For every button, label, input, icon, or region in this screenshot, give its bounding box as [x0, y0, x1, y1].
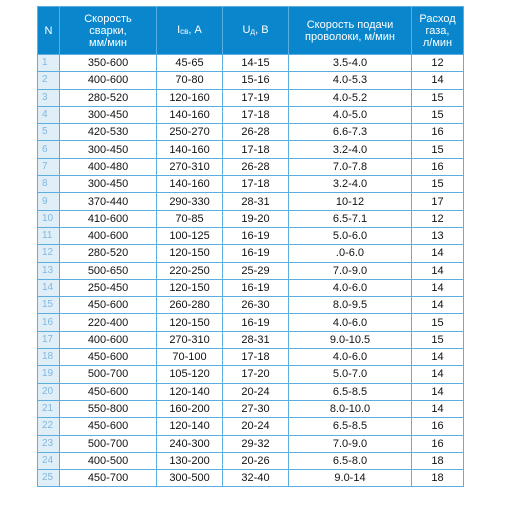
row-number-cell: 5 [38, 124, 60, 141]
table-row [38, 176, 464, 193]
current-cell: 240-300 [157, 435, 223, 452]
gas-cell: 14 [412, 297, 464, 314]
voltage-cell: 16-19 [223, 227, 289, 244]
gas-cell: 14 [412, 400, 464, 417]
current-cell: 100-125 [157, 227, 223, 244]
gas-cell: 15 [412, 89, 464, 106]
speed-cell: 410-600 [60, 210, 157, 227]
header-voltage-unit: , В [255, 23, 269, 36]
row-number-cell: 24 [38, 452, 60, 469]
current-cell: 140-160 [157, 176, 223, 193]
voltage-cell: 20-24 [223, 418, 289, 435]
current-cell: 160-200 [157, 400, 223, 417]
table-row [38, 418, 464, 435]
feed-cell: 7.0-9.0 [289, 262, 412, 279]
table-header-row [38, 7, 464, 55]
voltage-cell: 17-18 [223, 106, 289, 123]
gas-cell: 14 [412, 262, 464, 279]
current-cell: 120-150 [157, 279, 223, 296]
feed-cell: 6.6-7.3 [289, 124, 412, 141]
welding-parameters-table [37, 6, 464, 487]
speed-cell: 370-440 [60, 193, 157, 210]
row-number-cell: 23 [38, 435, 60, 452]
gas-cell: 14 [412, 383, 464, 400]
header-speed-line3: мм/мин [89, 36, 127, 49]
table-row [38, 470, 464, 487]
voltage-cell: 20-24 [223, 383, 289, 400]
welding-parameters-table-container [37, 6, 463, 494]
feed-cell: 3.2-4.0 [289, 141, 412, 158]
table-row [38, 124, 464, 141]
feed-cell: 4.0-6.0 [289, 349, 412, 366]
voltage-cell: 20-26 [223, 452, 289, 469]
header-feed-line1: Скорость подачи [306, 18, 394, 31]
row-number-cell: 3 [38, 89, 60, 106]
voltage-cell: 26-28 [223, 124, 289, 141]
header-voltage-subscript: д [250, 26, 256, 36]
gas-cell: 18 [412, 470, 464, 487]
header-current-subscript: св [180, 26, 189, 36]
gas-cell: 18 [412, 452, 464, 469]
table-row [38, 349, 464, 366]
gas-cell: 15 [412, 314, 464, 331]
feed-cell: 9.0-10.5 [289, 331, 412, 348]
header-current-symbol: I [177, 23, 181, 36]
speed-cell: 220-400 [60, 314, 157, 331]
speed-cell: 500-700 [60, 366, 157, 383]
row-number-cell: 11 [38, 227, 60, 244]
voltage-cell: 17-19 [223, 89, 289, 106]
gas-cell: 16 [412, 158, 464, 175]
speed-cell: 300-450 [60, 141, 157, 158]
gas-cell: 12 [412, 55, 464, 72]
current-cell: 120-160 [157, 89, 223, 106]
table-row [38, 158, 464, 175]
current-cell: 70-80 [157, 72, 223, 89]
row-number-cell: 25 [38, 470, 60, 487]
row-number-cell: 8 [38, 176, 60, 193]
table-row [38, 193, 464, 210]
speed-cell: 350-600 [60, 55, 157, 72]
header-feed-line2: проволоки, м/мин [305, 30, 395, 43]
current-cell: 300-500 [157, 470, 223, 487]
feed-cell: 4.0-5.2 [289, 89, 412, 106]
table-row [38, 331, 464, 348]
feed-cell: 6.5-8.5 [289, 383, 412, 400]
speed-cell: 500-650 [60, 262, 157, 279]
table-row [38, 314, 464, 331]
feed-cell: .0-6.0 [289, 245, 412, 262]
speed-cell: 280-520 [60, 245, 157, 262]
voltage-cell: 32-40 [223, 470, 289, 487]
gas-cell: 14 [412, 72, 464, 89]
speed-cell: 420-530 [60, 124, 157, 141]
current-cell: 120-150 [157, 314, 223, 331]
gas-cell: 14 [412, 349, 464, 366]
feed-cell: 5.0-6.0 [289, 227, 412, 244]
gas-cell: 14 [412, 366, 464, 383]
current-cell: 70-85 [157, 210, 223, 227]
gas-cell: 15 [412, 331, 464, 348]
speed-cell: 450-600 [60, 297, 157, 314]
row-number-cell: 20 [38, 383, 60, 400]
feed-cell: 6.5-7.1 [289, 210, 412, 227]
speed-cell: 400-600 [60, 331, 157, 348]
voltage-cell: 26-30 [223, 297, 289, 314]
voltage-cell: 14-15 [223, 55, 289, 72]
voltage-cell: 15-16 [223, 72, 289, 89]
header-feed [289, 7, 412, 55]
gas-cell: 15 [412, 106, 464, 123]
feed-cell: 8.0-10.0 [289, 400, 412, 417]
row-number-cell: 16 [38, 314, 60, 331]
voltage-cell: 25-29 [223, 262, 289, 279]
row-number-cell: 18 [38, 349, 60, 366]
gas-cell: 14 [412, 279, 464, 296]
gas-cell: 17 [412, 193, 464, 210]
table-row [38, 262, 464, 279]
feed-cell: 9.0-14 [289, 470, 412, 487]
gas-cell: 15 [412, 141, 464, 158]
feed-cell: 4.0-6.0 [289, 314, 412, 331]
gas-cell: 15 [412, 176, 464, 193]
voltage-cell: 16-19 [223, 314, 289, 331]
gas-cell: 16 [412, 418, 464, 435]
speed-cell: 400-600 [60, 72, 157, 89]
header-current-unit: , А [188, 23, 202, 36]
header-gas-line3: л/мин [422, 36, 453, 49]
current-cell: 45-65 [157, 55, 223, 72]
voltage-cell: 28-31 [223, 331, 289, 348]
feed-cell: 5.0-7.0 [289, 366, 412, 383]
header-n-label: N [44, 24, 53, 37]
feed-cell: 6.5-8.5 [289, 418, 412, 435]
speed-cell: 300-450 [60, 106, 157, 123]
row-number-cell: 17 [38, 331, 60, 348]
speed-cell: 280-520 [60, 89, 157, 106]
table-row [38, 452, 464, 469]
voltage-cell: 17-18 [223, 349, 289, 366]
feed-cell: 10-12 [289, 193, 412, 210]
current-cell: 105-120 [157, 366, 223, 383]
header-speed [60, 7, 157, 55]
current-cell: 270-310 [157, 158, 223, 175]
table-row [38, 141, 464, 158]
gas-cell: 16 [412, 124, 464, 141]
speed-cell: 500-700 [60, 435, 157, 452]
feed-cell: 7.0-7.8 [289, 158, 412, 175]
table-row [38, 106, 464, 123]
feed-cell: 8.0-9.5 [289, 297, 412, 314]
row-number-cell: 10 [38, 210, 60, 227]
current-cell: 120-140 [157, 383, 223, 400]
speed-cell: 450-600 [60, 383, 157, 400]
current-cell: 260-280 [157, 297, 223, 314]
current-cell: 120-140 [157, 418, 223, 435]
speed-cell: 400-480 [60, 158, 157, 175]
header-gas-line1: Расход [419, 12, 456, 25]
header-gas-line2: газа, [425, 24, 450, 37]
table-body [38, 55, 464, 487]
header-n [38, 7, 60, 55]
gas-cell: 14 [412, 245, 464, 262]
table-row [38, 72, 464, 89]
table-row [38, 383, 464, 400]
voltage-cell: 19-20 [223, 210, 289, 227]
speed-cell: 400-500 [60, 452, 157, 469]
voltage-cell: 17-18 [223, 141, 289, 158]
header-current [157, 7, 223, 55]
row-number-cell: 12 [38, 245, 60, 262]
gas-cell: 13 [412, 227, 464, 244]
row-number-cell: 6 [38, 141, 60, 158]
voltage-cell: 16-19 [223, 245, 289, 262]
table-row [38, 227, 464, 244]
gas-cell: 16 [412, 435, 464, 452]
current-cell: 120-150 [157, 245, 223, 262]
current-cell: 140-160 [157, 141, 223, 158]
header-gas [412, 7, 464, 55]
row-number-cell: 15 [38, 297, 60, 314]
feed-cell: 4.0-5.0 [289, 106, 412, 123]
row-number-cell: 9 [38, 193, 60, 210]
row-number-cell: 22 [38, 418, 60, 435]
current-cell: 270-310 [157, 331, 223, 348]
row-number-cell: 1 [38, 55, 60, 72]
table-row [38, 400, 464, 417]
table-row [38, 297, 464, 314]
voltage-cell: 27-30 [223, 400, 289, 417]
speed-cell: 400-600 [60, 227, 157, 244]
table-row [38, 245, 464, 262]
header-speed-line2: сварки, [89, 24, 127, 37]
feed-cell: 6.5-8.0 [289, 452, 412, 469]
current-cell: 130-200 [157, 452, 223, 469]
row-number-cell: 14 [38, 279, 60, 296]
header-speed-line1: Скорость [84, 12, 132, 25]
row-number-cell: 2 [38, 72, 60, 89]
speed-cell: 450-600 [60, 418, 157, 435]
header-voltage [223, 7, 289, 55]
speed-cell: 550-800 [60, 400, 157, 417]
feed-cell: 4.0-5.3 [289, 72, 412, 89]
table-row [38, 55, 464, 72]
row-number-cell: 13 [38, 262, 60, 279]
speed-cell: 450-700 [60, 470, 157, 487]
speed-cell: 450-600 [60, 349, 157, 366]
table-row [38, 89, 464, 106]
row-number-cell: 7 [38, 158, 60, 175]
current-cell: 70-100 [157, 349, 223, 366]
row-number-cell: 4 [38, 106, 60, 123]
speed-cell: 300-450 [60, 176, 157, 193]
table-row [38, 366, 464, 383]
feed-cell: 3.2-4.0 [289, 176, 412, 193]
voltage-cell: 29-32 [223, 435, 289, 452]
feed-cell: 3.5-4.0 [289, 55, 412, 72]
voltage-cell: 17-20 [223, 366, 289, 383]
gas-cell: 12 [412, 210, 464, 227]
row-number-cell: 21 [38, 400, 60, 417]
current-cell: 220-250 [157, 262, 223, 279]
table-row [38, 279, 464, 296]
current-cell: 140-160 [157, 106, 223, 123]
feed-cell: 7.0-9.0 [289, 435, 412, 452]
voltage-cell: 26-28 [223, 158, 289, 175]
speed-cell: 250-450 [60, 279, 157, 296]
feed-cell: 4.0-6.0 [289, 279, 412, 296]
voltage-cell: 17-18 [223, 176, 289, 193]
voltage-cell: 16-19 [223, 279, 289, 296]
current-cell: 290-330 [157, 193, 223, 210]
row-number-cell: 19 [38, 366, 60, 383]
current-cell: 250-270 [157, 124, 223, 141]
table-row [38, 435, 464, 452]
table-row [38, 210, 464, 227]
voltage-cell: 28-31 [223, 193, 289, 210]
header-voltage-symbol: U [242, 23, 251, 36]
